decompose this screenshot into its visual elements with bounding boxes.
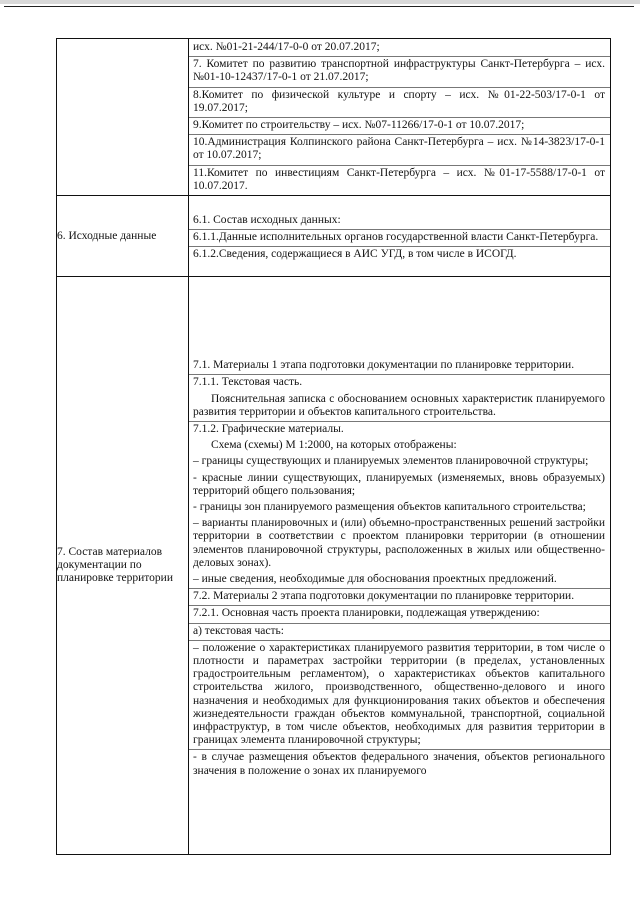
approvals-cell: [189, 39, 611, 196]
text-part-label: а) текстовая часть:: [189, 623, 610, 640]
text-part-heading: 7.1.1. Текстовая часть.: [189, 374, 610, 391]
row-label-empty: [57, 39, 189, 196]
materials-cell: [189, 277, 611, 855]
development-characteristics: – положение о характеристиках планируемого развития территории, в том числе о плотности и параметрах застройки территории (в пределах, установленных градостроительным регламентом), о характеристиках объектов капитального строительства жилого, производственного, общественно-делового и иного назначения и необходимых для функционирования таких объектов и обеспечения жизнедеятельности граждан объектов коммунальной, транспортной, социальной инфраструктур, в том числе объектов, необходимых для развития территории в границах элемента планировочной структуры;: [189, 640, 610, 750]
table-row: [57, 39, 611, 196]
scheme-description: Схема (схемы) М 1:2000, на которых отображены:: [211, 439, 457, 452]
approval-line: исх. №01-21-244/17-0-0 от 20.07.2017;: [193, 41, 380, 53]
table-row: [57, 277, 611, 855]
main-part-heading: 7.2.1. Основная часть проекта планировки, подлежащая утверждению:: [189, 605, 610, 622]
materials-stage-2: 7.2. Материалы 2 этапа подготовки документации по планировке территории.: [189, 588, 610, 605]
source-data-item: 6.1.2.Сведения, содержащиеся в АИС УГД, в том числе в ИСОГД.: [189, 246, 610, 263]
graphic-materials-heading: 7.1.2. Графические материалы.: [189, 421, 610, 438]
source-data-item: 6.1.1.Данные исполнительных органов государственной власти Санкт-Петербурга.: [189, 229, 610, 246]
section-label-source-data: 6. Исходные данные: [57, 196, 189, 277]
table-row: [57, 196, 611, 277]
approval-line: 10.Администрация Колпинского района Санкт-Петербурга – исх. №14-3823/17-0-1 от 10.07.2017;: [189, 134, 610, 164]
scheme-list-item: – варианты планировочных и (или) объемно-пространственных решений застройки территории в соответствии с проектом планировки территории (в отношении элементов планировочной структуры, расположенных в жилых или общественно-деловых зонах).: [193, 517, 605, 569]
federal-objects-clause: - в случае размещения объектов федерального значения, объектов регионального значения в положение о зонах их планируемого: [189, 749, 610, 781]
scheme-list-item: – границы существующих и планируемых элементов планировочной структуры;: [193, 455, 589, 468]
source-data-cell: [189, 196, 611, 277]
explanatory-note: Пояснительная записка с обоснованием основных характеристик планируемого развития территории и объектов капитального строительства.: [193, 392, 605, 418]
scheme-list-item: - границы зон планируемого размещения объектов капитального строительства;: [193, 501, 586, 514]
source-data-item: 6.1. Состав исходных данных:: [193, 213, 341, 226]
materials-stage-1: 7.1. Материалы 1 этапа подготовки документации по планировке территории.: [193, 359, 575, 372]
requirements-table: [56, 38, 611, 855]
approval-line: 9.Комитет по строительству – исх. №07-11266/17-0-1 от 10.07.2017;: [189, 117, 610, 134]
scheme-list-item: - красные линии существующих, планируемых (изменяемых, вновь образуемых) территорий общего пользования;: [193, 471, 605, 497]
approval-line: 11.Комитет по инвестициям Санкт-Петербурга – исх. №01-17-5588/17-0-1 от 10.07.2017.: [189, 165, 610, 195]
approval-line: 7. Комитет по развитию транспортной инфраструктуры Санкт-Петербурга – исх. №01-10-12437/17-0-1 от 21.07.2017;: [189, 56, 610, 86]
scheme-list-item: – иные сведения, необходимые для обоснования проектных предложений.: [193, 573, 557, 586]
approval-line: 8.Комитет по физической культуре и спорту – исх. №01-22-503/17-0-1 от 19.07.2017;: [189, 87, 610, 117]
page-top-rule: [0, 0, 640, 10]
section-label-materials: 7. Состав материалов документации по планировке территории: [57, 277, 189, 855]
